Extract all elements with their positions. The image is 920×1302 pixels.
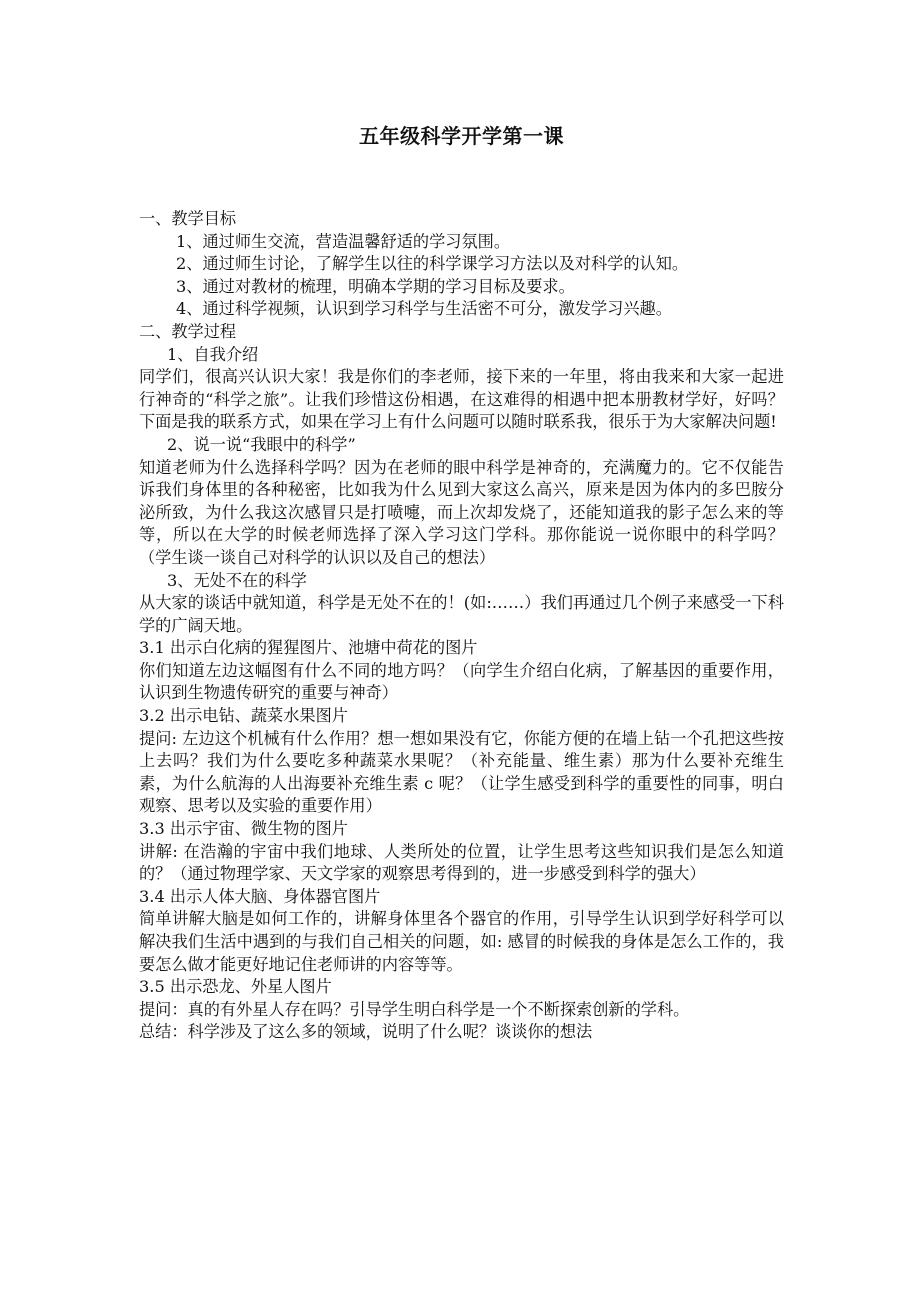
paragraph: 从大家的谈话中就知道，科学是无处不在的！(如:……）我们再通过几个例子来感受一下科学的广阔天地。 [139,593,784,635]
paragraph: 讲解: 在浩瀚的宇宙中我们地球、人类所处的位置，让学生思考这些知识我们是怎么知道的？（通过物理学家、天文学家的观察思考得到的，进一步感受到科学的强大） [139,841,784,884]
paragraph: 简单讲解大脑是如何工作的，讲解身体里各个器官的作用，引导学生认识到学好科学可以解决我们生活中遇到的与我们自己相关的问题，如: 感冒的时候我的身体是怎么工作的，我要怎么做才能更好地记住老师讲的内容等等。 [139,909,784,974]
document-body [139,208,784,1044]
goal-item: 1、通过师生交流，营造温馨舒适的学习氛围。 [176,231,511,251]
paragraph: 同学们，很高兴认识大家！我是你们的李老师，接下来的一年里，将由我来和大家一起进行神奇的“科学之旅”。让我们珍惜这份相遇，在这难得的相遇中把本册教材学好，好吗？下面是我的联系方式，如果在学习上有什么问题可以随时联系我，很乐于为大家解决问题! [139,367,784,432]
step-heading: 2、说一说“我眼中的科学” [167,434,356,454]
goal-item: 2、通过师生讨论，了解学生以往的科学课学习方法以及对科学的认知。 [176,254,689,274]
section-heading-goals: 一、教学目标 [139,209,237,228]
step-heading: 1、自我介绍 [167,344,259,364]
step-heading: 3、无处不在的科学 [167,570,307,590]
page-title: 五年级科学开学第一课 [359,124,564,148]
subsection-heading: 3.4 出示人体大脑、身体器官图片 [139,886,381,906]
goal-item: 4、通过科学视频，认识到学习科学与生活密不可分，激发学习兴趣。 [176,299,672,319]
subsection-heading: 3.1 出示白化病的猩猩图片、池塘中荷花的图片 [139,638,478,658]
paragraph: 提问: 左边这个机械有什么作用？想一想如果没有它，你能方便的在墙上钻一个孔把这些按上去吗？我们为什么要吃多种蔬菜水果呢？（补充能量、维生素）那为什么要补充维生素，为什么航海的人出海要补充维生素 c 呢？（让学生感受到科学的重要性的同事，明白观察、思考以及实验的重要作用） [139,728,784,816]
subsection-heading: 3.3 出示宇宙、微生物的图片 [139,819,348,839]
paragraph: 知道老师为什么选择科学吗？因为在老师的眼中科学是神奇的，充满魔力的。它不仅能告诉我们身体里的各种秘密，比如我为什么见到大家这么高兴，原来是因为体内的多巴胺分泌所致，为什么我这次感冒只是打喷嚏，而上次却发烧了，还能知道我的影子怎么来的等等，所以在大学的时候老师选择了深入学习这门学科。那你能说一说你眼中的科学吗？（学生谈一谈自己对科学的认识以及自己的想法） [139,457,784,567]
paragraph: 你们知道左边这幅图有什么不同的地方吗？（向学生介绍白化病，了解基因的重要作用，认识到生物遗传研究的重要与神奇） [139,660,784,703]
subsection-heading: 3.5 出示恐龙、外星人图片 [139,977,332,997]
goal-item: 3、通过对教材的梳理，明确本学期的学习目标及要求。 [176,276,575,296]
summary-paragraph: 总结：科学涉及了这么多的领域，说明了什么呢？谈谈你的想法 [139,1022,593,1042]
subsection-heading: 3.2 出示电钻、蔬菜水果图片 [139,706,348,726]
section-heading-process: 二、教学过程 [139,321,237,341]
paragraph: 提问：真的有外星人存在吗？引导学生明白科学是一个不断探索创新的学科。 [139,999,690,1019]
